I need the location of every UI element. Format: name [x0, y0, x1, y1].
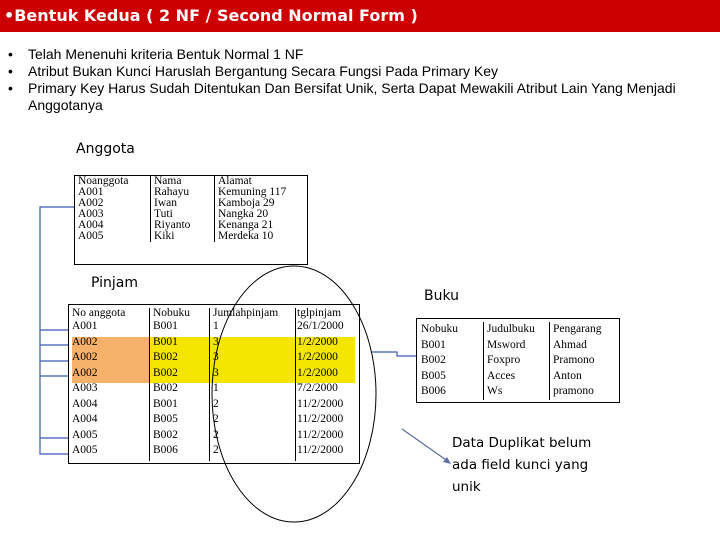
table-cell: Ahmad: [550, 338, 614, 354]
table-cell: 2: [210, 445, 296, 461]
note-line: Data Duplikat belum: [452, 435, 592, 451]
table-cell: B002: [150, 383, 210, 399]
column-header: Noanggota: [78, 175, 129, 187]
table-cell: Foxpro: [484, 353, 550, 369]
bullet-text: Atribut Bukan Kunci Haruslah Bergantung Secara Fungsi Pada Primary Key: [28, 63, 499, 79]
table-cell: 11/2/2000: [296, 445, 356, 461]
table-cell: A005: [72, 444, 98, 456]
table-cell: B001: [421, 338, 446, 351]
table-cell: Acces: [484, 369, 550, 385]
column-header: Nobuku: [150, 308, 210, 321]
table-cell: A003: [78, 208, 104, 220]
table-cell: A004: [72, 413, 98, 425]
table-cell: B002: [421, 354, 446, 366]
bullet-text: Telah Menenuhi kriteria Bentuk Normal 1 NF: [28, 46, 304, 62]
table-cell: A002: [72, 352, 150, 368]
table-cell: Nangka 20: [215, 209, 307, 220]
bullet-symbol: •: [8, 46, 13, 62]
table-cell: Kenanga 21: [215, 220, 307, 231]
bullet-text: Primary Key Harus Sudah Ditentukan Dan Bersifat Unik, Serta Dapat Mewakili Atribut Lain Yang Menjadi Anggotanya: [28, 80, 676, 113]
table-cell: 3: [210, 368, 296, 384]
table-cell: A001: [78, 186, 104, 198]
table-cell: B005: [421, 369, 446, 382]
table-cell: A002: [78, 197, 104, 209]
column-header: Nobuku: [421, 323, 459, 335]
table-cell: 2: [210, 430, 296, 446]
bullet-symbol: •: [8, 63, 13, 79]
column-header: Pengarang: [550, 322, 614, 338]
table-cell: 3: [210, 352, 296, 368]
callout-arrow-line: [402, 429, 449, 462]
table-cell: 7/2/2000: [296, 383, 356, 399]
table-cell: B002: [150, 368, 210, 384]
table-cell: Rahayu: [151, 187, 215, 198]
table-cell: Merdeka 10: [215, 231, 307, 242]
table-cell: 11/2/2000: [296, 414, 356, 430]
table-cell: 3: [210, 337, 296, 353]
column-header: No anggota: [72, 307, 126, 319]
bullet-symbol: •: [8, 80, 13, 96]
table-cell: Kemuning 117: [215, 187, 307, 198]
table-cell: 1/2/2000: [296, 352, 356, 368]
table-cell: A003: [72, 382, 98, 394]
table-cell: A001: [72, 320, 98, 332]
table-cell: pramono: [550, 384, 614, 400]
column-header: Alamat: [215, 176, 307, 187]
column-header: Judulbuku: [484, 322, 550, 338]
table-cell: 1: [210, 383, 296, 399]
table-cell: A004: [72, 397, 98, 410]
table-cell: A004: [78, 219, 104, 231]
table-cell: A005: [72, 428, 98, 441]
table-cell: B001: [150, 321, 210, 337]
table-cell: B001: [150, 337, 210, 353]
table-cell: 2: [210, 399, 296, 415]
table-cell: Riyanto: [151, 220, 215, 231]
table-cell: 1: [210, 321, 296, 337]
table-cell: 11/2/2000: [296, 430, 356, 446]
table-cell: B005: [150, 414, 210, 430]
duplicate-note: [452, 432, 591, 498]
table-cell: 2: [210, 414, 296, 430]
table-cell: Iwan: [151, 198, 215, 209]
table-cell: Ws: [484, 384, 550, 400]
column-header: Jumlahpinjam: [210, 308, 296, 321]
table-cell: 11/2/2000: [296, 399, 356, 415]
table-cell: 26/1/2000: [296, 321, 356, 337]
column-header: Nama: [151, 176, 215, 187]
note-line: unik: [452, 479, 481, 495]
table-cell: B002: [150, 430, 210, 446]
table-cell: Anton: [550, 369, 614, 385]
duplicate-ellipse: [212, 266, 376, 522]
note-line: ada field kunci yang: [452, 457, 589, 473]
table-cell: Msword: [484, 338, 550, 354]
table-cell: B006: [150, 445, 210, 461]
table-cell: Tuti: [151, 209, 215, 220]
anggota-heading: Anggota: [76, 141, 135, 157]
table-cell: B002: [150, 352, 210, 368]
table-cell: 1/2/2000: [296, 337, 356, 353]
table-cell: B001: [150, 399, 210, 415]
slide-title: •Bentuk Kedua ( 2 NF / Second Normal Form ): [4, 6, 418, 25]
table-cell: Kamboja 29: [215, 198, 307, 209]
table-cell: B006: [421, 385, 446, 397]
relation-line-pinjam-buku: [372, 352, 416, 356]
table-cell: Pramono: [550, 353, 614, 369]
table-cell: A002: [72, 368, 150, 384]
table-cell: A005: [78, 230, 104, 242]
table-cell: 1/2/2000: [296, 368, 356, 384]
column-header: tglpinjam: [296, 308, 356, 321]
buku-heading: Buku: [424, 288, 460, 304]
table-cell: A002: [72, 337, 150, 353]
table-cell: Kiki: [151, 231, 215, 242]
pinjam-heading: Pinjam: [91, 275, 139, 291]
